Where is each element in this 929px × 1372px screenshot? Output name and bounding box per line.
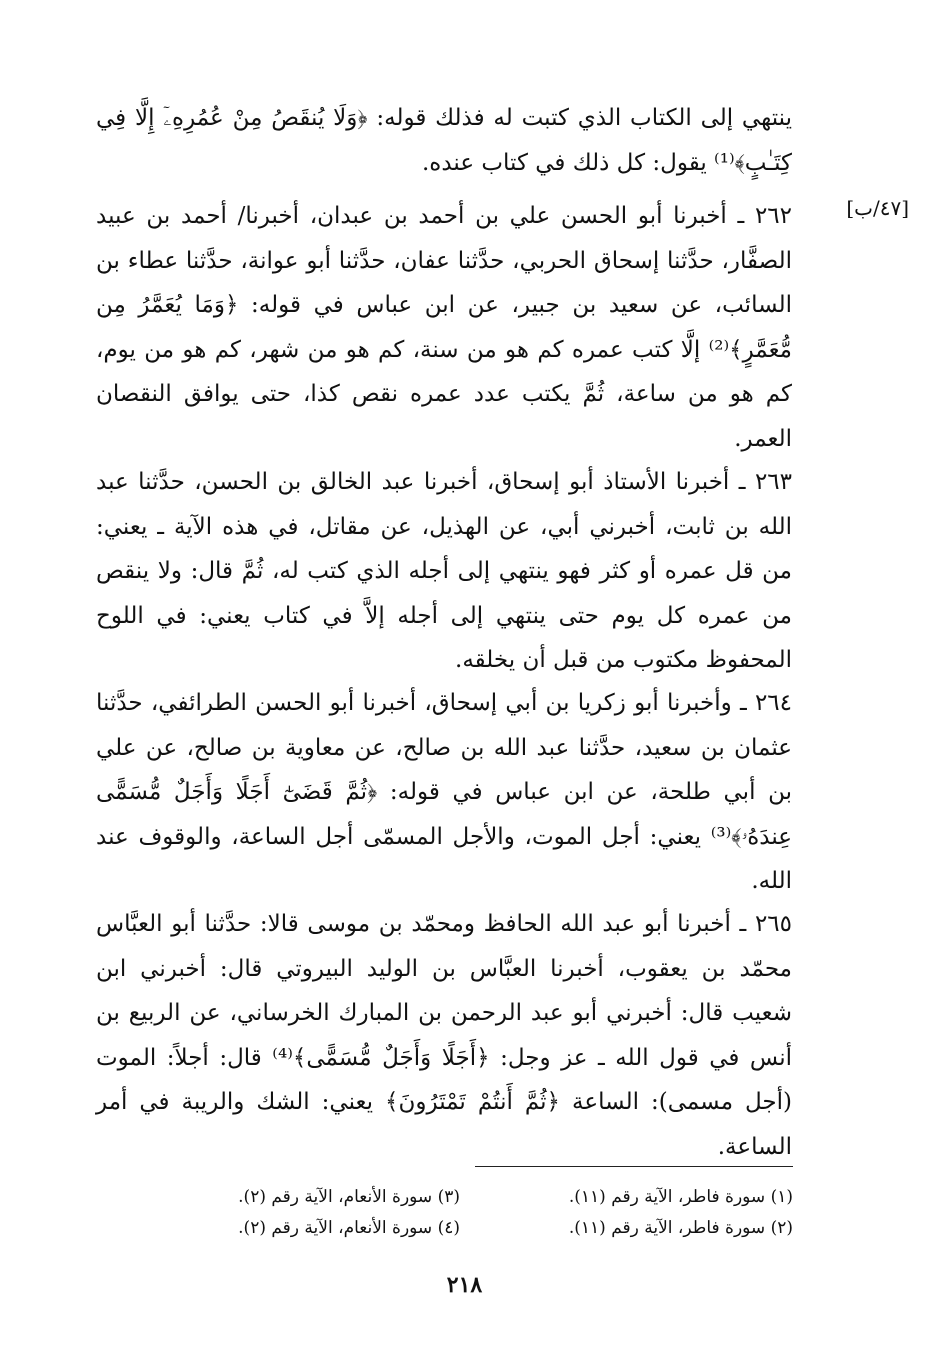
footnote-2: (٢) سورة فاطر، الآية رقم (١١). xyxy=(568,1218,793,1238)
paragraph-262: ٢٦٢ ـ أخبرنا أبو الحسن علي بن أحمد بن عبدان، أخبرنا/ أحمد بن عبيد الصفَّار، حدَّثنا إسحاق الحربي، حدَّثنا عفان، حدَّثنا أبو عوانة، حدَّثنا عطاء بن السائب، عن سعيد بن جبير، عن ابن عباس في قوله: ﴿وَمَا يُعَمَّرُ مِن مُّعَمَّرٍ﴾⁽²⁾ إلَّا كتب عمره كم هو من سنة، كم هو من شهر، كم هو من يوم، كم هو من ساعة، ثُمَّ يكتب عدد عمره نقص كذا، حتى يوافق النقصان العمر. xyxy=(96,203,792,452)
footnotes xyxy=(160,1182,793,1244)
footnote-4: (٤) سورة الأنعام، الآية رقم (٢). xyxy=(238,1218,460,1238)
main-text xyxy=(96,96,792,1160)
paragraph-265: ٢٦٥ ـ أخبرنا أبو عبد الله الحافظ ومحمّد بن موسى قالا: حدَّثنا أبو العبَّاس محمّد بن يعقوب، أخبرنا العبَّاس بن الوليد البيروتي قال: أخبرني ابن شعيب قال: أخبرني أبو عبد الرحمن بن المبارك الخرساني، عن الربيع بن أنس في قول الله ـ عز وجل: ﴿أَجَلًا وَأَجَلٌ مُّسَمًّى﴾⁽⁴⁾ قال: أجلاً: الموت (أجل مسمى): الساعة ﴿ثُمَّ أَنتُمْ تَمْتَرُونَ﴾ يعني: الشك والريبة في أمر الساعة. xyxy=(96,911,792,1160)
footnote-row xyxy=(160,1213,793,1244)
page-number: ٢١٨ xyxy=(446,1272,483,1298)
paragraph-intro: ينتهي إلى الكتاب الذي كتبت له فذلك قوله: ﴿وَلَا يُنقَصُ مِنْ عُمُرِهِۦٓ إِلَّا فِي كِتَـٰبٍ﴾⁽¹⁾ يقول: كل ذلك في كتاب عنده. xyxy=(96,105,792,176)
footnote-row xyxy=(160,1182,793,1213)
margin-folio-note: [٤٧/ب] xyxy=(846,196,909,220)
footnote-divider xyxy=(475,1166,793,1167)
footnote-1: (١) سورة فاطر، الآية رقم (١١). xyxy=(568,1187,793,1207)
paragraph-263: ٢٦٣ ـ أخبرنا الأستاذ أبو إسحاق، أخبرنا عبد الخالق بن الحسن، حدَّثنا عبد الله بن ثابت، أخبرني أبي، عن الهذيل، عن مقاتل، في هذه الآية ـ يعني: من قل عمره أو كثر فهو ينتهي إلى أجله الذي كتب له، ثُمَّ قال: ولا ينقص من عمره كل يوم حتى ينتهي إلى أجله إلاَّ في كتاب يعني: في اللوح المحفوظ مكتوب من قبل أن يخلقه. xyxy=(96,469,792,673)
footnote-3: (٣) سورة الأنعام، الآية رقم (٢). xyxy=(238,1187,460,1207)
paragraph-264: ٢٦٤ ـ وأخبرنا أبو زكريا بن أبي إسحاق، أخبرنا أبو الحسن الطرائفي، حدَّثنا عثمان بن سعيد، حدَّثنا عبد الله بن صالح، عن معاوية بن صالح، عن علي بن أبي طلحة، عن ابن عباس في قوله: ﴿ثُمَّ قَضَىٰٓ أَجَلًا وَأَجَلٌ مُّسَمًّى عِندَهُۥ﴾⁽³⁾ يعني: أجل الموت، والأجل المسمّى أجل الساعة، والوقوف عند الله. xyxy=(96,690,792,894)
